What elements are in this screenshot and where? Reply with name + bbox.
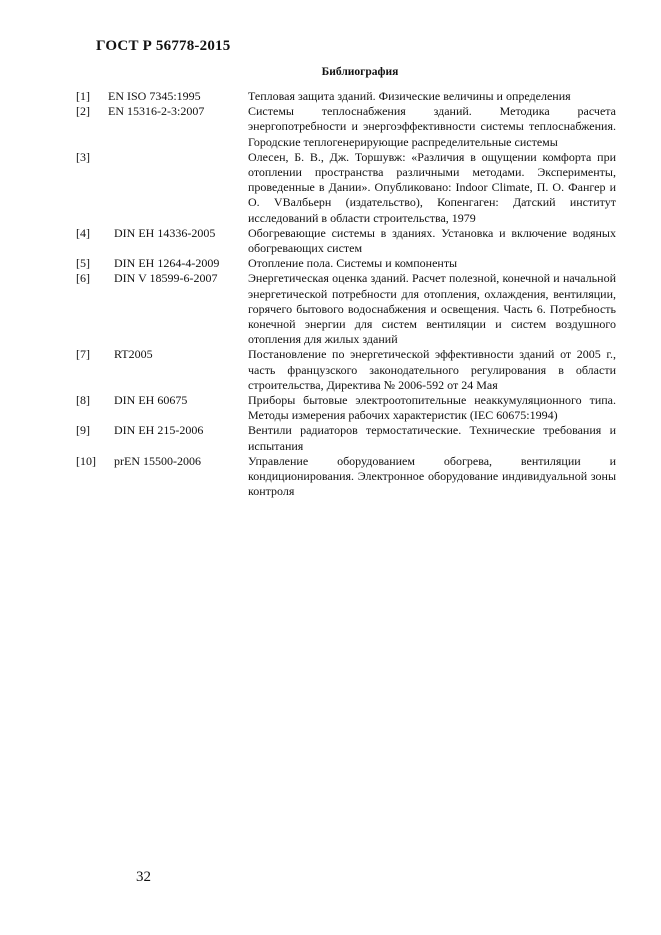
bibliography-list (76, 89, 616, 499)
entry-number: [1] (76, 89, 90, 103)
entry-number: [5] (76, 256, 90, 271)
entry-text: Системы теплоснабжения зданий. Методика расчета энергопотребности и энергоэффективности системы теплоснабжения. Городские теплогенерирующие распределительные системы (248, 104, 616, 149)
bibliography-entry (76, 393, 616, 423)
entry-number: [3] (76, 149, 90, 164)
entry-number: [4] (76, 225, 90, 240)
entry-text: Приборы бытовые электроотопительные неаккумуляционного типа. Методы измерения рабочих характеристик (IEC 60675:1994) (248, 393, 616, 423)
entry-text: Обогревающие системы в зданиях. Установка и включение водяных обогревающих систем (248, 225, 616, 256)
entry-code: EN ISO 7345:1995 (108, 89, 201, 103)
entry-number: [9] (76, 423, 90, 438)
entry-number: [8] (76, 393, 90, 408)
entry-text: Управление оборудованием обогрева, вентиляции и кондиционирования. Электронное оборудование индивидуальной зоны контроля (248, 453, 616, 499)
entry-number: [2] (76, 104, 90, 119)
entry-number: [6] (76, 271, 90, 286)
bibliography-entry (76, 423, 616, 453)
bibliography-entry (76, 271, 616, 347)
entry-text: Отопление пола. Системы и компоненты (248, 256, 458, 271)
entry-code: DIN EH 60675 (114, 393, 188, 408)
bibliography-entry (76, 256, 616, 271)
entry-text: Постановление по энергетической эффективности зданий от 2005 г., часть французского законодательного регулирования в области строительства, Директива № 2006-592 от 24 Мая (248, 347, 616, 392)
bibliography-title-wrap (0, 66, 661, 78)
entry-text: Энергетическая оценка зданий. Расчет полезной, конечной и начальной энергетической потребности для отопления, охлаждения, вентиляции, горячего бытового водоснабжения и освещения. Часть 6. Потребность конечной энергии для систем вентиляции и систем воздушного отопления для жилых зданий (248, 271, 616, 347)
standard-header: ГОСТ Р 56778-2015 (96, 38, 231, 54)
entry-code: DIN V 18599-6-2007 (114, 271, 218, 286)
bibliography-entry (76, 89, 616, 104)
entry-number: [10] (76, 453, 96, 468)
entry-code (106, 150, 248, 226)
entry-text: Тепловая защита зданий. Физические величины и определения (248, 89, 571, 103)
bibliography-entry (76, 454, 616, 500)
entry-code: DIN EH 215-2006 (114, 423, 204, 438)
entry-code: RT2005 (114, 347, 153, 362)
entry-code: prEN 15500-2006 (114, 453, 201, 468)
entry-text: Олесен, Б. В., Дж. Торшувж: «Различия в ощущении комфорта при отоплении пространства различными методами. Эксперименты, проведенные в Дании». Опубликовано: Indoor Climate, П. О. Фангер и О. VВалбьерн (издательство), Копенгаген: Датский институт исследований в области строительства, 1979 (248, 149, 616, 225)
bibliography-entry (76, 347, 616, 393)
bibliography-entry (76, 226, 616, 256)
entry-number: [7] (76, 347, 90, 362)
entry-text: Вентили радиаторов термостатические. Технические требования и испытания (248, 423, 616, 453)
bibliography-title: Библиография (321, 66, 399, 78)
bibliography-entry (76, 150, 616, 226)
page-number: 32 (136, 869, 151, 885)
entry-code: DIN EH 14336-2005 (114, 225, 216, 240)
bibliography-entry (76, 104, 616, 150)
entry-code: DIN EH 1264-4-2009 (114, 256, 220, 271)
entry-code: EN 15316-2-3:2007 (108, 104, 205, 119)
